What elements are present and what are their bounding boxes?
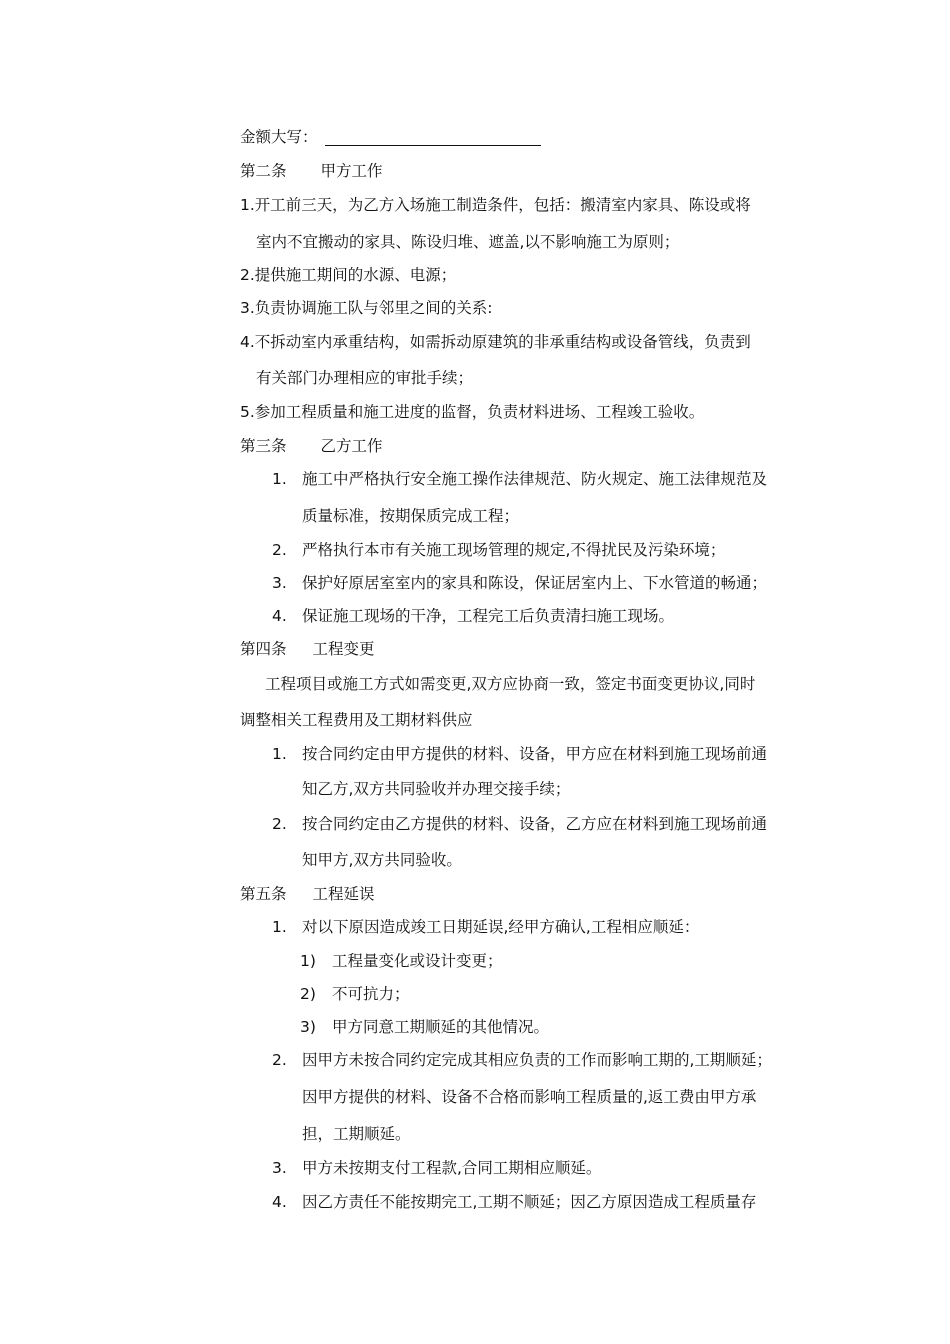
- s3-item-2: 严格执行本市有关施工现场管理的规定,不得扰民及污染环境；: [302, 541, 726, 559]
- section-2-heading: 第二条: [240, 162, 287, 180]
- amount-label: 金额大写：: [240, 128, 318, 146]
- s3-item-4-num: 4.: [272, 607, 287, 625]
- s5-item-2-cont-1: 因甲方提供的材料、设备不合格而影响工程质量的,返工费由甲方承: [302, 1088, 757, 1106]
- s3-item-1-num: 1.: [272, 470, 287, 488]
- s2-item-3: 3.负责协调施工队与邻里之间的关系:: [240, 299, 493, 317]
- s4-item-2: 按合同约定由乙方提供的材料、设备，乙方应在材料到施工现场前通: [302, 815, 768, 833]
- s2-item-4: 4.不拆动室内承重结构，如需拆动原建筑的非承重结构或设备管线，负责到: [240, 333, 751, 351]
- s5-item-2: 因甲方未按合同约定完成其相应负责的工作而影响工期的,工期顺延；: [302, 1051, 772, 1069]
- s5-subitem-3-num: 3): [300, 1018, 316, 1036]
- s2-item-5: 5.参加工程质量和施工进度的监督，负责材料进场、工程竣工验收。: [240, 403, 705, 421]
- s4-item-1-cont: 知乙方,双方共同验收并办理交接手续；: [302, 780, 571, 798]
- section-3-title: 乙方工作: [320, 437, 383, 455]
- s3-item-1: 施工中严格执行安全施工操作法律规范、防火规定、施工法律规范及: [302, 470, 768, 488]
- s3-item-4: 保证施工现场的干净，工程完工后负责清扫施工现场。: [302, 607, 675, 625]
- s3-item-2-num: 2.: [272, 541, 287, 559]
- section-4-title: 工程变更: [312, 640, 375, 658]
- s4-item-2-num: 2.: [272, 815, 287, 833]
- s2-item-1: 1.开工前三天，为乙方入场施工制造条件，包括：搬清室内家具、陈设或将: [240, 196, 751, 214]
- s5-item-4: 因乙方责任不能按期完工,工期不顺延；因乙方原因造成工程质量存: [302, 1193, 757, 1211]
- s4-intro-line-2: 调整相关工程费用及工期材料供应: [240, 711, 473, 729]
- s5-item-3: 甲方未按期支付工程款,合同工期相应顺延。: [302, 1159, 602, 1177]
- s5-item-1-num: 1.: [272, 918, 287, 936]
- section-4-header: [240, 639, 375, 659]
- s2-item-1-cont: 室内不宜搬动的家具、陈设归堆、遮盖,以不影响施工为原则；: [256, 233, 680, 251]
- s5-item-2-num: 2.: [272, 1051, 287, 1069]
- s3-item-3: 保护好原居室室内的家具和陈设，保证居室内上、下水管道的畅通；: [302, 574, 768, 592]
- section-2-title: 甲方工作: [320, 162, 383, 180]
- section-5-title: 工程延误: [312, 885, 375, 903]
- s3-item-3-num: 3.: [272, 574, 287, 592]
- s5-item-4-num: 4.: [272, 1193, 287, 1211]
- section-5-heading: 第五条: [240, 885, 287, 903]
- amount-blank-line: [325, 145, 541, 146]
- section-3-header: [240, 436, 383, 456]
- section-3-heading: 第三条: [240, 437, 287, 455]
- s5-subitem-2: 不可抗力；: [332, 985, 410, 1003]
- s5-subitem-2-num: 2): [300, 985, 316, 1003]
- section-4-heading: 第四条: [240, 640, 287, 658]
- s4-item-1: 按合同约定由甲方提供的材料、设备，甲方应在材料到施工现场前通: [302, 745, 768, 763]
- s4-item-2-cont: 知甲方,双方共同验收。: [302, 851, 462, 869]
- s4-intro-line-1: 工程项目或施工方式如需变更,双方应协商一致，签定书面变更协议,同时: [265, 675, 756, 693]
- s5-item-3-num: 3.: [272, 1159, 287, 1177]
- s3-item-1-cont: 质量标准，按期保质完成工程；: [302, 507, 520, 525]
- s5-subitem-1: 工程量变化或设计变更；: [332, 952, 503, 970]
- s5-item-1: 对以下原因造成竣工日期延误,经甲方确认,工程相应顺延：: [302, 918, 700, 936]
- section-2-header: [240, 161, 383, 181]
- s4-item-1-num: 1.: [272, 745, 287, 763]
- section-5-header: [240, 884, 375, 904]
- s5-subitem-3: 甲方同意工期顺延的其他情况。: [332, 1018, 550, 1036]
- s5-item-2-cont-2: 担，工期顺延。: [302, 1125, 411, 1143]
- s5-subitem-1-num: 1): [300, 952, 316, 970]
- s2-item-4-cont: 有关部门办理相应的审批手续；: [256, 369, 474, 387]
- s2-item-2: 2.提供施工期间的水源、电源；: [240, 266, 457, 284]
